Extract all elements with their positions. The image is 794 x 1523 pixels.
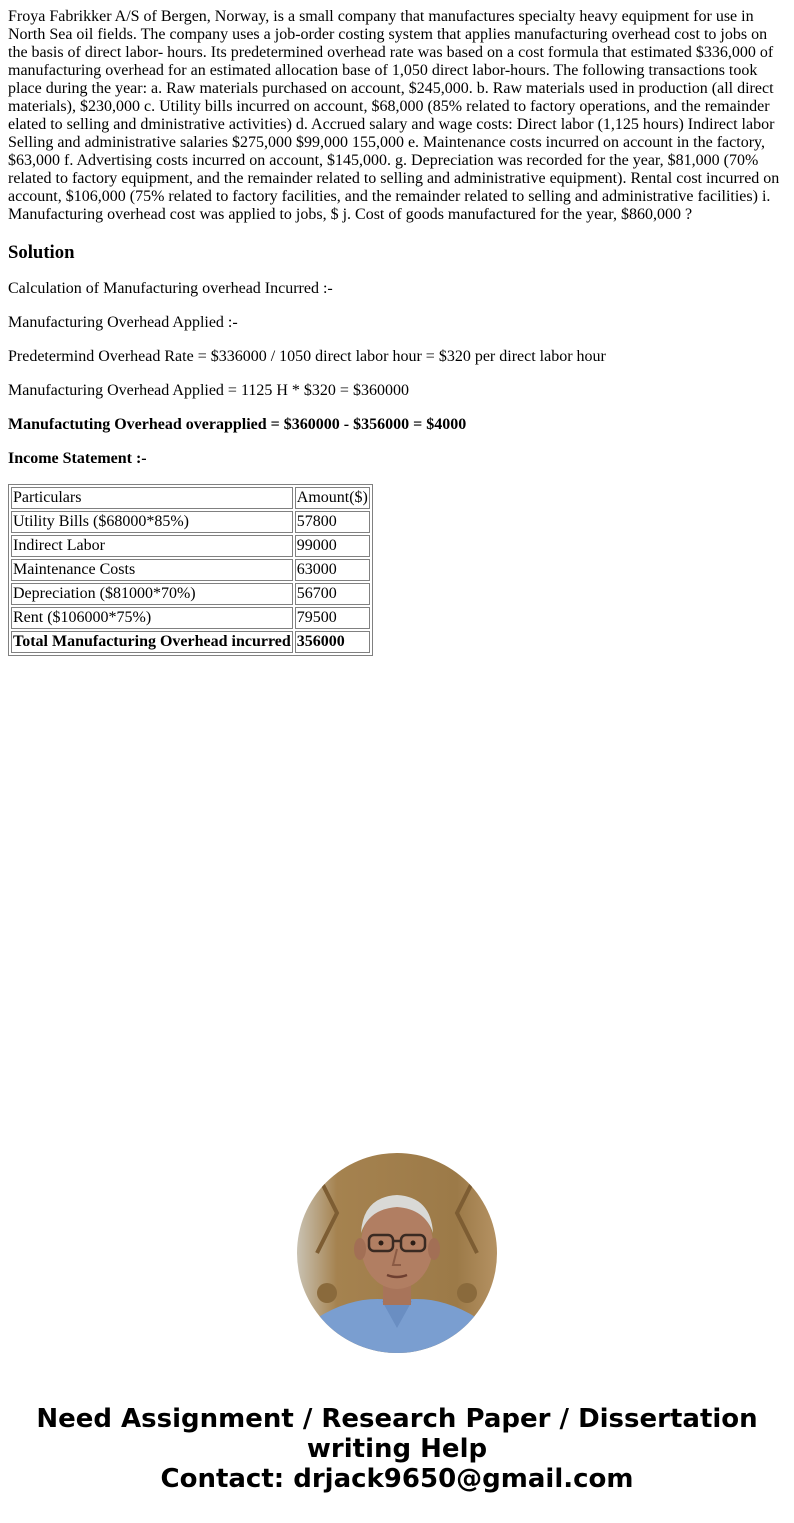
table-row bbox=[11, 583, 370, 605]
applied-heading-line: Manufacturing Overhead Applied :- bbox=[8, 314, 238, 331]
total-amount-cell: 356000 bbox=[295, 631, 370, 653]
table-row bbox=[11, 511, 370, 533]
banner-line: Need Assignment / Research Paper / Dissertation bbox=[36, 1404, 758, 1434]
table-cell: Maintenance Costs bbox=[11, 559, 293, 581]
table-header-row bbox=[11, 487, 370, 509]
contact-banner bbox=[0, 1404, 794, 1494]
document-body bbox=[8, 8, 784, 656]
income-statement-heading: Income Statement :- bbox=[8, 450, 147, 467]
table-row bbox=[11, 559, 370, 581]
contact-email: Contact: drjack9650@gmail.com bbox=[160, 1464, 634, 1494]
portrait-image bbox=[297, 1153, 497, 1353]
table-cell: Depreciation ($81000*70%) bbox=[11, 583, 293, 605]
table-cell: Rent ($106000*75%) bbox=[11, 607, 293, 629]
overhead-table bbox=[8, 484, 373, 656]
table-cell: 57800 bbox=[295, 511, 370, 533]
table-row bbox=[11, 607, 370, 629]
table-cell: Indirect Labor bbox=[11, 535, 293, 557]
table-cell: 56700 bbox=[295, 583, 370, 605]
table-cell: Utility Bills ($68000*85%) bbox=[11, 511, 293, 533]
calc-incurred-line: Calculation of Manufacturing overhead Incurred :- bbox=[8, 280, 333, 297]
header-cell: Particulars bbox=[11, 487, 293, 509]
applied-line: Manufacturing Overhead Applied = 1125 H * $320 = $360000 bbox=[8, 382, 409, 399]
table-cell: 63000 bbox=[295, 559, 370, 581]
table-cell: 79500 bbox=[295, 607, 370, 629]
solution-heading: Solution bbox=[8, 242, 75, 263]
table-cell: 99000 bbox=[295, 535, 370, 557]
banner-line: writing Help bbox=[306, 1434, 488, 1464]
table-row bbox=[11, 535, 370, 557]
question-text: Froya Fabrikker A/S of Bergen, Norway, is a small company that manufactures specialty heavy equipment for use in North Sea oil fields. The company uses a job-order costing system that applies manufacturing overhead cost to jobs on the basis of direct labor- hours. Its predetermined overhead rate was based on a cost formula that estimated $336,000 of manufacturing overhead for an estimated allocation base of 1,050 direct labor-hours. The following transactions took place during the year: a. Raw materials purchased on account, $245,000. b. Raw materials used in production (all direct materials), $230,000 c. Utility bills incurred on account, $68,000 (85% related to factory operations, and the remainder elated to selling and dministrative activities) d. Accrued salary and wage costs: Direct labor (1,125 hours) Indirect labor Selling and administrative salaries $275,000 $99,000 155,000 e. Maintenance costs incurred on account in the factory, $63,000 f. Advertising costs incurred on account, $145,000. g. Depreciation was recorded for the year, $81,000 (70% related to factory equipment, and the remainder related to selling and administrative equipment). Rental cost incurred on account, $106,000 (75% related to factory facilities, and the remainder related to selling and administrative facilities) i. Manufacturing overhead cost was applied to jobs, $ j. Cost of goods manufactured for the year, $860,000 ? bbox=[8, 8, 780, 223]
avatar bbox=[297, 1153, 497, 1353]
rate-line: Predetermind Overhead Rate = $336000 / 1050 direct labor hour = $320 per direct labor hour bbox=[8, 348, 606, 365]
header-cell: Amount($) bbox=[295, 487, 370, 509]
overapplied-line: Manufactuting Overhead overapplied = $360000 - $356000 = $4000 bbox=[8, 416, 467, 433]
table-total-row bbox=[11, 631, 370, 653]
total-label-cell: Total Manufacturing Overhead incurred bbox=[11, 631, 293, 653]
